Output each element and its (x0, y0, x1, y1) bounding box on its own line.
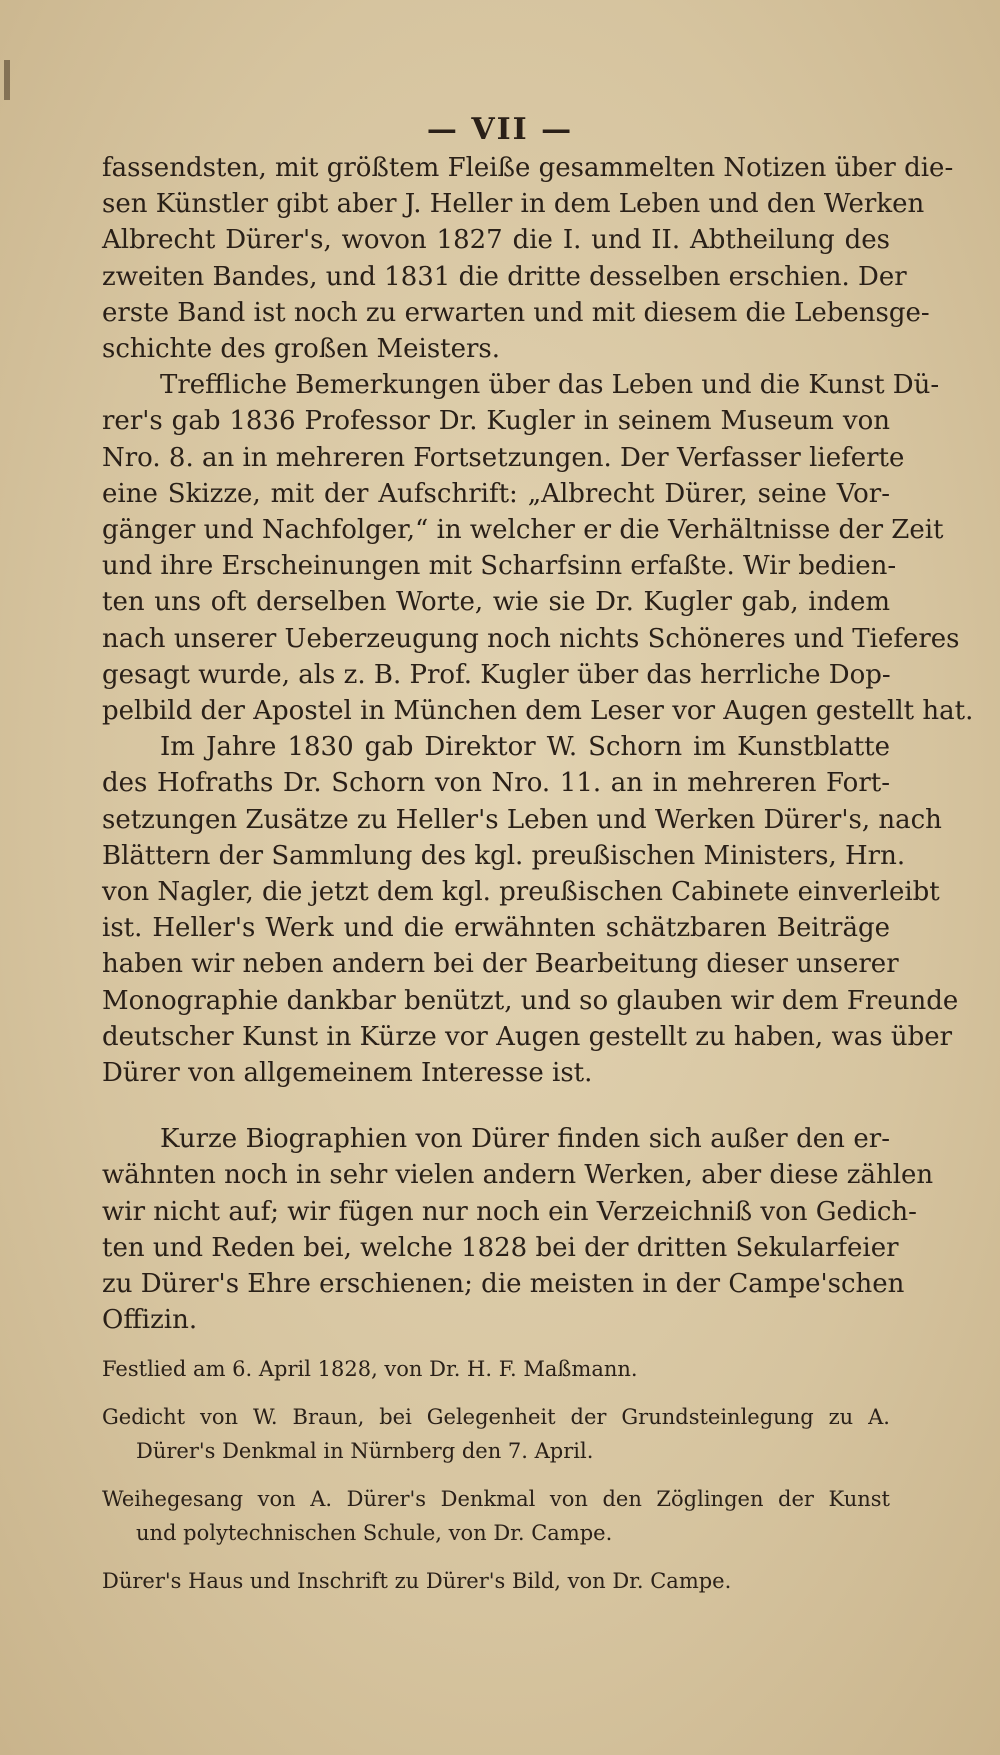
text-line: wähnten noch in sehr vielen andern Werken, aber diese zählen (102, 1160, 934, 1191)
text-line: des Hofraths Dr. Schorn von Nro. 11. an in mehreren Fort- (102, 768, 890, 799)
text-line: Blättern der Sammlung des kgl. preußischen Ministers, Hrn. (102, 840, 906, 871)
paragraph-2 (102, 367, 974, 729)
text-line: ten und Reden bei, welche 1828 bei der dritten Sekularfeier (102, 1232, 899, 1263)
text-line: Festlied am 6. April 1828, von Dr. H. F. Maßmann. (102, 1357, 638, 1381)
text-line: Nro. 8. an in mehreren Fortsetzungen. Der Verfasser lieferte (102, 442, 905, 473)
text-line: zu Dürer's Ehre erschienen; die meisten in der Campe'schen (102, 1269, 905, 1300)
text-line: von Nagler, die jetzt dem kgl. preußischen Cabinete einverleibt (102, 877, 940, 908)
text-line: pelbild der Apostel in München dem Leser vor Augen gestellt hat. (102, 696, 974, 727)
text-line: haben wir neben andern bei der Bearbeitung dieser unserer (102, 949, 899, 980)
edge-stain (4, 60, 10, 100)
text-line: Dürer von allgemeinem Interesse ist. (102, 1058, 593, 1089)
text-line: rer's gab 1836 Professor Dr. Kugler in seinem Museum von (102, 406, 890, 437)
list-item (102, 1352, 890, 1386)
paragraph-1 (102, 150, 954, 367)
text-line: eine Skizze, mit der Aufschrift: „Albrecht Dürer, seine Vor- (102, 478, 890, 509)
text-line: Albrecht Dürer's, wovon 1827 die I. und II. Abtheilung des (102, 225, 890, 256)
text-line: Treffliche Bemerkungen über das Leben und die Kunst Dü- (160, 370, 940, 401)
text-line: gänger und Nachfolger,“ in welcher er die Verhältnisse der Zeit (102, 515, 944, 546)
text-line: und polytechnischen Schule, von Dr. Campe. (136, 1521, 613, 1545)
poem-list (102, 1352, 890, 1612)
text-line: Dürer's Haus und Inschrift zu Dürer's Bild, von Dr. Campe. (102, 1569, 732, 1593)
list-item (102, 1400, 890, 1468)
text-line: Monographie dankbar benützt, und so glauben wir dem Freunde (102, 985, 959, 1016)
text-line: Gedicht von W. Braun, bei Gelegenheit der Grundsteinlegung zu A. (102, 1405, 890, 1429)
text-line: gesagt wurde, als z. B. Prof. Kugler über das herrliche Dop- (102, 659, 891, 690)
text-line: Kurze Biographien von Dürer finden sich außer den er- (160, 1124, 890, 1155)
text-line: Weihegesang von A. Dürer's Denkmal von den Zöglingen der Kunst (102, 1487, 890, 1511)
page-number: — VII — (426, 112, 574, 147)
body-text (102, 150, 974, 1339)
text-line: zweiten Bandes, und 1831 die dritte desselben erschien. Der (102, 261, 907, 292)
text-line: schichte des großen Meisters. (102, 334, 501, 365)
text-line: deutscher Kunst in Kürze vor Augen gestellt zu haben, was über (102, 1021, 953, 1052)
text-line: wir nicht auf; wir fügen nur noch ein Verzeichniß von Gedich- (102, 1196, 917, 1227)
text-line: ist. Heller's Werk und die erwähnten schätzbaren Beiträge (102, 913, 890, 944)
text-line: Dürer's Denkmal in Nürnberg den 7. April. (136, 1439, 594, 1463)
paragraph-3 (102, 729, 959, 1091)
text-line: und ihre Erscheinungen mit Scharfsinn erfaßte. Wir bedien- (102, 551, 897, 582)
paragraph-gap (102, 1091, 890, 1121)
list-item (102, 1482, 890, 1550)
text-line: Offizin. (102, 1305, 198, 1336)
text-line: sen Künstler gibt aber J. Heller in dem Leben und den Werken (102, 189, 925, 220)
text-line: nach unserer Ueberzeugung noch nichts Schöneres und Tieferes (102, 623, 960, 654)
text-line: ten uns oft derselben Worte, wie sie Dr. Kugler gab, indem (102, 587, 890, 618)
text-line: fassendsten, mit größtem Fleiße gesammelten Notizen über die- (102, 153, 954, 183)
text-line: erste Band ist noch zu erwarten und mit diesem die Lebensge- (102, 297, 930, 328)
text-line: setzungen Zusätze zu Heller's Leben und Werken Dürer's, nach (102, 804, 942, 835)
paragraph-4 (102, 1121, 934, 1338)
text-line: Im Jahre 1830 gab Direktor W. Schorn im Kunstblatte (160, 732, 890, 763)
list-item (102, 1564, 890, 1598)
